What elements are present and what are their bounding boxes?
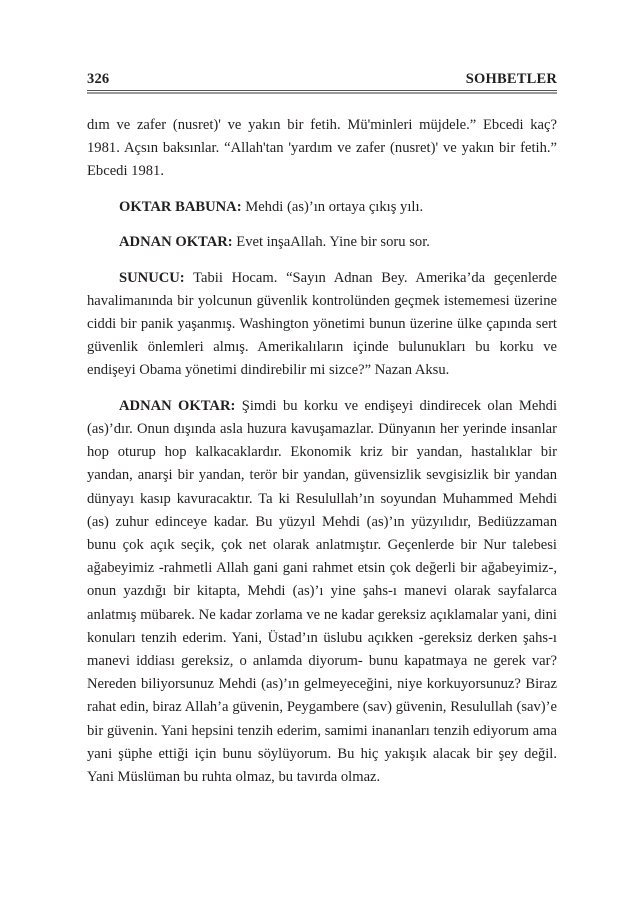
running-title: SOHBETLER — [465, 71, 557, 87]
speaker-label: ADNAN OKTAR: — [119, 234, 233, 251]
paragraph-text: Evet inşaAllah. Yine bir soru sor. — [232, 234, 430, 251]
paragraph-adnan-oktar-2 — [87, 395, 557, 789]
body-text — [87, 114, 557, 801]
speaker-label: ADNAN OKTAR: — [119, 397, 236, 414]
running-header — [87, 68, 557, 88]
header-rule — [87, 90, 557, 95]
paragraph-text: Şimdi bu korku ve endişeyi dindirecek olan Mehdi (as)’dır. Onun dışında asla huzura kavuşamazlar. Dünyanın her yerinde insanlar hop oturup hop kalkacaklardır. Ekonomik kriz bir yandan, hastalıklar bir yandan, anarşi bir yandan, terör bir yandan, güvensizlik sevgisizlik bir yandan dünyayı kasıp kavuracaktır. Ta ki Resulullah’ın soyundan Muhammed Mehdi (as) zuhur edinceye kadar. Bu yüzyıl Mehdi (as)’ın yüzyılıdır, Bediüzzaman bunu çok açık seçik, çok net olarak anlatmıştır. Geçenlerde bir Nur talebesi ağabeyimiz -rahmetli Allah gani gani rahmet etsin çok değerli bir ağabeyimiz-, onun yazdığı bir kitapta, Mehdi (as)’ı yine şahs-ı manevi olarak sayfalarca anlatmış mübarek. Ne kadar zorlama ve ne kadar gereksiz açıklamalar yani, dini konuları tenzih ederim. Yani, Üstad’ın üslubu açıkken -gereksiz derken şahs-ı manevi iddiası gereksiz, o anlamda diyorum- bunu kapatmaya ne gerek var? Nereden biliyorsunuz Mehdi (as)’ın gelmeyeceğini, niye korkuyorsunuz? Biraz rahat edin, biraz Allah’a güvenin, Peygambere (sav) güvenin, Resulullah (sav)’e bir güvenin. Yani hepsini tenzih ederim, samimi inananları tenzih ediyorum ama yani şüphe ettiği için bunu söylüyorum. Bu hiç yakışık alacak bir şey değil. Yani Müslüman bu ruhta olmaz, bu tavırda olmaz. — [87, 397, 557, 786]
paragraph-text: Mehdi (as)’ın ortaya çıkış yılı. — [241, 198, 424, 215]
page-number: 326 — [87, 71, 110, 87]
paragraph-oktar-babuna — [87, 196, 557, 219]
paragraph-text: Tabii Hocam. “Sayın Adnan Bey. Amerika’da geçenlerde havalimanında bir yolcunun güvenlik kontrolünden geçmek istememesi üzerine ciddi bir panik yaşanmış. Washington yönetimi bunun üzerine ülke çapında sert güvenlik önlemleri almış. Amerikalıların içinde bulunukları bu korku ve endişeyi Obama yönetimi dindirebilir mi sizce?” Nazan Aksu. — [87, 269, 557, 379]
paragraph-sunucu — [87, 267, 557, 383]
paragraph-text: dım ve zafer (nusret)' ve yakın bir fetih. Mü'minleri müjdele.” Ebcedi kaç? 1981. Açsın baksınlar. “Allah'tan 'yardım ve zafer (nusret)' ve yakın bir fetih.” Ebcedi 1981. — [87, 117, 557, 180]
paragraph-adnan-oktar-1 — [87, 231, 557, 254]
speaker-label: OKTAR BABUNA: — [119, 198, 242, 215]
speaker-label: SUNUCU: — [119, 269, 185, 286]
paragraph-continuation — [87, 114, 557, 184]
